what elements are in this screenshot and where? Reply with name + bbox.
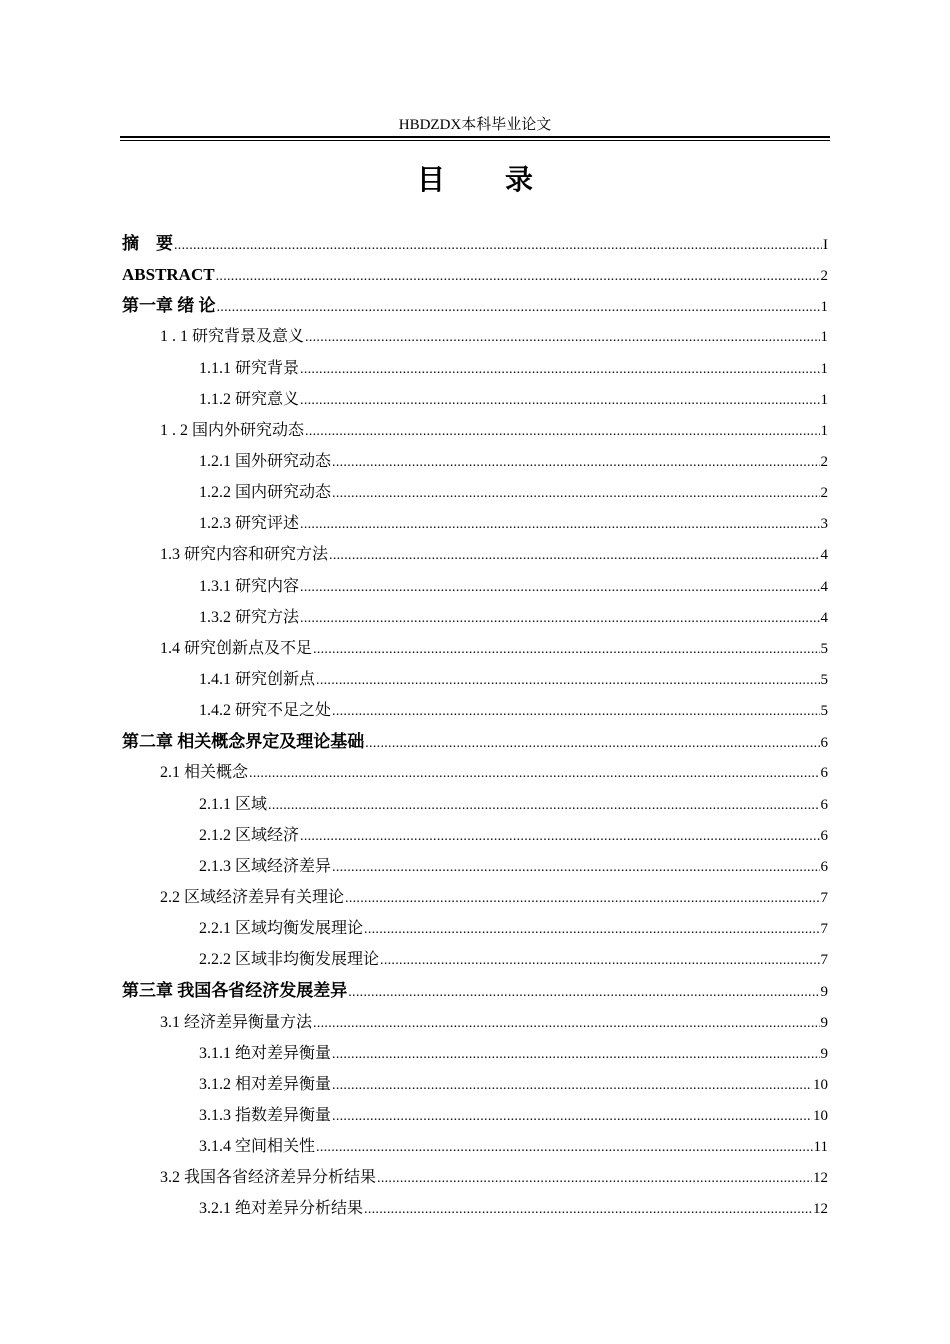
toc-entry[interactable] xyxy=(122,571,828,602)
toc-entry-page: 11 xyxy=(813,1139,828,1156)
header-rule-thin xyxy=(120,140,830,141)
toc-entry-page: 4 xyxy=(820,578,828,595)
toc-entry-label: 1.3.1 研究内容 xyxy=(199,577,300,595)
toc-entry-label: 3.1.3 指数差异衡量 xyxy=(199,1106,332,1124)
toc-entry-label: 2.1 相关概念 xyxy=(160,764,249,782)
toc-entry-page: 5 xyxy=(820,703,828,720)
toc-entry-label: 3.2.1 绝对差异分析结果 xyxy=(199,1200,364,1218)
toc-entry-label: 3.1.1 绝对差异衡量 xyxy=(199,1044,332,1062)
toc-entry-label: 1.4 研究创新点及不足 xyxy=(160,639,313,657)
toc-entry[interactable] xyxy=(122,384,828,415)
toc-entry[interactable] xyxy=(122,477,828,508)
toc-dot-leader xyxy=(305,416,819,447)
toc-entry[interactable] xyxy=(122,851,828,882)
toc-entry-page: 1 xyxy=(820,299,828,316)
toc-title: 目录 xyxy=(416,163,593,196)
toc-dot-leader xyxy=(305,322,819,353)
toc-entry-page: 7 xyxy=(820,952,828,969)
toc-entry[interactable] xyxy=(122,1100,828,1131)
toc-dot-leader xyxy=(332,696,819,727)
toc-entry-label: 3.1 经济差异衡量方法 xyxy=(160,1013,313,1031)
running-header: HBDZDX本科毕业论文 xyxy=(398,117,552,133)
toc-dot-leader xyxy=(300,603,819,634)
toc-dot-leader xyxy=(316,1132,813,1163)
toc-dot-leader xyxy=(329,540,819,571)
toc-entry-label: 2.1.1 区域 xyxy=(199,795,268,813)
toc-entry-label: 3.1.4 空间相关性 xyxy=(199,1138,316,1156)
toc-dot-leader xyxy=(332,1070,812,1101)
toc-entry[interactable] xyxy=(122,944,828,975)
toc-entry-page: 6 xyxy=(820,827,828,844)
toc-entry[interactable] xyxy=(122,726,828,757)
toc-entry[interactable] xyxy=(122,820,828,851)
toc-entry-label: 1.2.2 国内研究动态 xyxy=(199,484,332,502)
toc-dot-leader xyxy=(365,728,819,759)
toc-entry-label: ABSTRACT xyxy=(122,265,215,285)
toc-entry[interactable] xyxy=(122,446,828,477)
toc-entry-label: 1.1.2 研究意义 xyxy=(199,390,300,408)
toc-entry[interactable] xyxy=(122,975,828,1006)
toc-entry[interactable] xyxy=(122,882,828,913)
toc-entry-label: 2.1.2 区域经济 xyxy=(199,826,300,844)
toc-dot-leader xyxy=(316,665,819,696)
toc-dot-leader xyxy=(313,1008,819,1039)
toc-dot-leader xyxy=(300,821,819,852)
toc-entry-label: 1.1.1 研究背景 xyxy=(199,359,300,377)
toc-entry-page: 4 xyxy=(820,609,828,626)
toc-entry[interactable] xyxy=(122,664,828,695)
toc-entry[interactable] xyxy=(122,1162,828,1193)
toc-entry-page: 6 xyxy=(820,765,828,782)
toc-dot-leader xyxy=(380,945,819,976)
toc-dot-leader xyxy=(332,447,819,478)
toc-dot-leader xyxy=(174,230,822,261)
toc-entry-page: 9 xyxy=(820,984,828,1001)
toc-dot-leader xyxy=(332,852,819,883)
toc-dot-leader xyxy=(216,261,820,292)
toc-entry-page: 1 xyxy=(820,360,828,377)
toc-entry-page: 12 xyxy=(813,1201,828,1218)
toc-entry-page: I xyxy=(823,237,828,253)
toc-dot-leader xyxy=(345,883,819,914)
toc-entry[interactable] xyxy=(122,539,828,570)
toc-entry-page: 1 xyxy=(820,422,828,439)
toc-entry-page: 1 xyxy=(820,391,828,408)
toc-entry-label: 1.4.2 研究不足之处 xyxy=(199,702,332,720)
toc-entry-page: 3 xyxy=(820,516,828,533)
toc-entry-label: 2.1.3 区域经济差异 xyxy=(199,857,332,875)
toc-entry-page: 5 xyxy=(820,671,828,688)
toc-entry-label: 1.3 研究内容和研究方法 xyxy=(160,546,329,564)
toc-entry[interactable] xyxy=(122,290,828,321)
toc-entry[interactable] xyxy=(122,259,828,290)
toc-dot-leader xyxy=(300,572,819,603)
toc-dot-leader xyxy=(348,977,819,1008)
toc-entry-label: 1.3.2 研究方法 xyxy=(199,608,300,626)
toc-entry[interactable] xyxy=(122,1069,828,1100)
toc-entry-page: 2 xyxy=(820,453,828,470)
toc-entry-page: 9 xyxy=(820,1045,828,1062)
toc-entry-page: 4 xyxy=(820,547,828,564)
toc-dot-leader xyxy=(268,790,819,821)
toc-entry-page: 6 xyxy=(820,858,828,875)
toc-entry[interactable] xyxy=(122,1193,828,1224)
toc-entry-page: 10 xyxy=(813,1107,828,1124)
toc-dot-leader xyxy=(332,1039,819,1070)
toc-entry[interactable] xyxy=(122,353,828,384)
toc-entry-label: 3.1.2 相对差异衡量 xyxy=(199,1075,332,1093)
toc-entry-page: 2 xyxy=(820,268,828,285)
toc-dot-leader xyxy=(377,1163,812,1194)
toc-entry-label: 2.2.2 区域非均衡发展理论 xyxy=(199,951,380,969)
toc-entry[interactable] xyxy=(122,695,828,726)
toc-entry-label: 1 . 2 国内外研究动态 xyxy=(160,421,305,439)
toc-entry-page: 6 xyxy=(820,796,828,813)
toc-entry-label: 1.2.3 研究评述 xyxy=(199,515,300,533)
toc-dot-leader xyxy=(364,914,819,945)
toc-entry-label: 2.2.1 区域均衡发展理论 xyxy=(199,920,364,938)
toc-entry-label: 第一章 绪 论 xyxy=(122,296,216,316)
toc-entry-label: 2.2 区域经济差异有关理论 xyxy=(160,888,345,906)
toc-entry[interactable] xyxy=(122,633,828,664)
toc-entry-page: 7 xyxy=(820,921,828,938)
toc-entry[interactable] xyxy=(122,913,828,944)
toc-entry-label: 摘 要 xyxy=(122,234,173,253)
toc-dot-leader xyxy=(332,1101,812,1132)
toc-dot-leader xyxy=(364,1194,812,1225)
toc-dot-leader xyxy=(300,354,819,385)
toc-entry-page: 6 xyxy=(820,735,828,752)
toc-entry-page: 12 xyxy=(813,1170,828,1187)
toc-entry-page: 10 xyxy=(813,1076,828,1093)
toc-entry[interactable] xyxy=(122,789,828,820)
toc-entry-page: 7 xyxy=(820,889,828,906)
toc-entry-page: 1 xyxy=(820,329,828,346)
header-rule-thick xyxy=(120,136,830,138)
toc-entry-label: 3.2 我国各省经济差异分析结果 xyxy=(160,1169,377,1187)
toc-entry[interactable] xyxy=(122,1007,828,1038)
toc-entry[interactable] xyxy=(122,1131,828,1162)
toc-entry[interactable] xyxy=(122,321,828,352)
toc-dot-leader xyxy=(217,292,820,323)
toc-dot-leader xyxy=(332,478,819,509)
toc-entry[interactable] xyxy=(122,1038,828,1069)
toc-entry-page: 5 xyxy=(820,640,828,657)
toc-entry[interactable] xyxy=(122,757,828,788)
toc-dot-leader xyxy=(300,509,819,540)
toc-entry-label: 第二章 相关概念界定及理论基础 xyxy=(122,732,365,752)
toc-entry[interactable] xyxy=(122,415,828,446)
table-of-contents xyxy=(122,228,828,1225)
toc-entry-label: 1.4.1 研究创新点 xyxy=(199,670,316,688)
toc-entry-label: 第三章 我国各省经济发展差异 xyxy=(122,981,348,1001)
toc-entry[interactable] xyxy=(122,602,828,633)
toc-entry-label: 1 . 1 研究背景及意义 xyxy=(160,328,305,346)
toc-dot-leader xyxy=(300,385,819,416)
toc-entry-page: 9 xyxy=(820,1014,828,1031)
toc-entry[interactable] xyxy=(122,228,828,259)
toc-dot-leader xyxy=(249,758,819,789)
toc-entry[interactable] xyxy=(122,508,828,539)
toc-entry-label: 1.2.1 国外研究动态 xyxy=(199,452,332,470)
toc-dot-leader xyxy=(313,634,819,665)
toc-entry-page: 2 xyxy=(820,485,828,502)
